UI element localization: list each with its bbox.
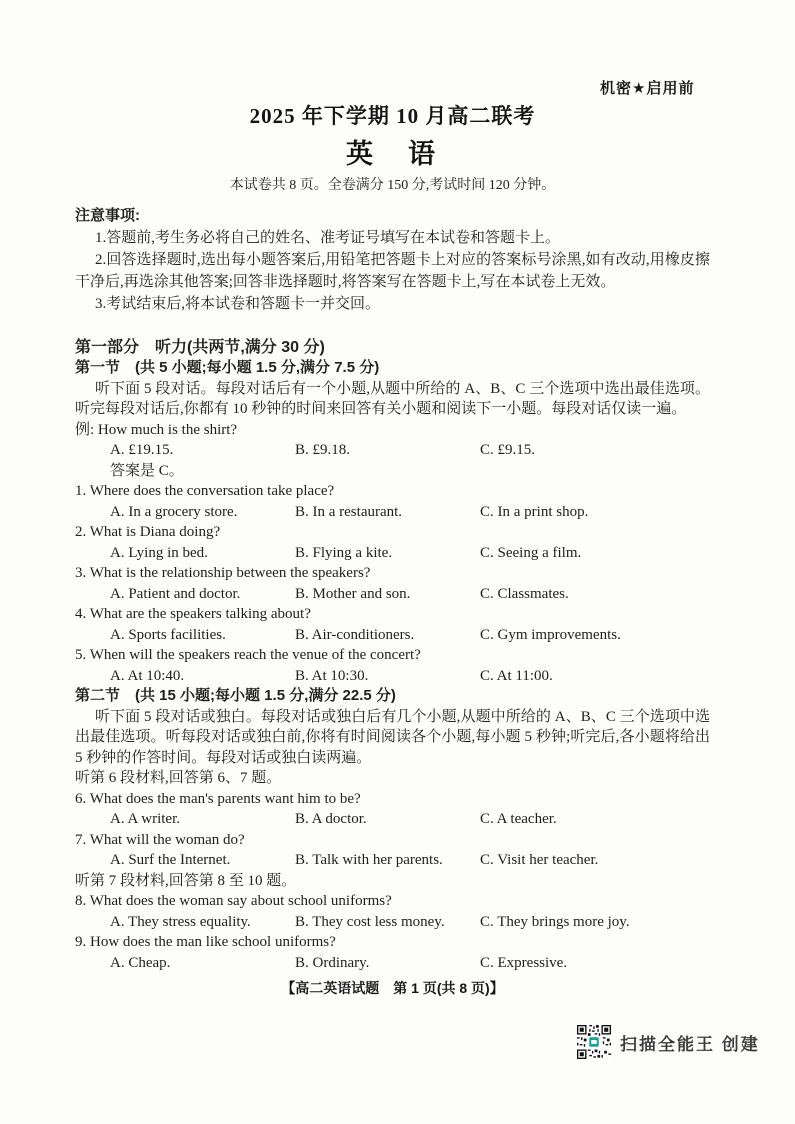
question-options (75, 502, 710, 523)
option-c: C. Visit her teacher. (480, 852, 599, 868)
option-a: A. They stress equality. (110, 913, 251, 930)
material-note-1: 听第 6 段材料,回答第 6、7 题。 (75, 770, 282, 786)
option-a: A. In a grocery store. (110, 503, 238, 520)
question-5 (75, 645, 710, 686)
option-c: C. In a print shop. (480, 503, 589, 520)
question-options (75, 584, 710, 605)
notice-item-1: 1.答题前,考生务必将自己的姓名、准考证号填写在本试卷和答题卡上。 (95, 230, 561, 246)
exam-title: 2025 年下学期 10 月高二联考 (249, 104, 536, 128)
section1-heading: 第一节 (共 5 小题;每小题 1.5 分,满分 7.5 分) (75, 359, 380, 376)
option-b: B. Talk with her parents. (295, 852, 443, 868)
section1-instructions: 听下面 5 段对话。每段对话后有一个小题,从题中所给的 A、B、C 三个选项中选出最佳选项。听完每段对话后,你都有 10 秒钟的时间来回答有关小题和阅读下一小题。每段对话仅读一遍。 (75, 380, 710, 417)
question-text: 9. How does the man like school uniforms? (75, 934, 336, 950)
option-b: B. A doctor. (295, 811, 367, 827)
option-b: B. Flying a kite. (295, 544, 393, 561)
question-9 (75, 932, 710, 973)
question-4 (75, 604, 710, 645)
option-b: B. Ordinary. (295, 954, 370, 971)
question-options (75, 666, 710, 687)
option-a: A. Patient and doctor. (110, 585, 241, 602)
question-text: 7. What will the woman do? (75, 831, 245, 848)
option-c: C. Expressive. (480, 954, 568, 971)
example-prompt: 例: How much is the shirt? (75, 421, 238, 438)
notice-item-2: 2.回答选择题时,选出每小题答案后,用铅笔把答题卡上对应的答案标号涂黑,如有改动,用橡皮擦干净后,再选涂其他答案;回答非选择题时,将答案写在答题卡上,写在本试卷上无效。 (75, 252, 710, 290)
question-2 (75, 522, 710, 563)
option-b: B. They cost less money. (295, 913, 445, 930)
option-a: A. A writer. (110, 811, 180, 827)
material-note-2: 听第 7 段材料,回答第 8 至 10 题。 (75, 872, 297, 889)
question-options (75, 953, 710, 974)
option-a: A. Sports facilities. (110, 626, 226, 643)
question-text: 2. What is Diana doing? (75, 524, 221, 540)
option-b: B. At 10:30. (295, 667, 369, 684)
scanner-watermark (577, 1025, 760, 1059)
question-text: 1. Where does the conversation take place? (75, 483, 335, 499)
option-c: C. They brings more joy. (480, 913, 630, 930)
option-b: B. Air-conditioners. (295, 626, 415, 643)
confidential-label: 机密★启用前 (600, 80, 695, 97)
notice-item-3: 3.考试结束后,将本试卷和答题卡一并交回。 (95, 296, 381, 312)
page-footer: 【高二英语试题 第 1 页(共 8 页)】 (281, 980, 504, 996)
option-c: C. Classmates. (480, 585, 569, 602)
example-option-c: C. £9.15. (480, 442, 536, 458)
section2-instructions: 听下面 5 段对话或独白。每段对话或独白后有几个小题,从题中所给的 A、B、C 三个选项中选出最佳选项。听每段对话或独白前,你将有时间阅读各个小题,每小题 5 秒钟;听完后,各小题将给出 5 秒钟的作答时间。每段对话或独白读两遍。 (75, 708, 710, 766)
example-option-a: A. £19.15. (110, 442, 174, 458)
option-a: A. Surf the Internet. (110, 852, 231, 868)
notice-heading: 注意事项: (75, 207, 140, 224)
question-text: 8. What does the woman say about school uniforms? (75, 893, 392, 909)
question-text: 3. What is the relationship between the speakers? (75, 565, 371, 581)
subject-title: 英 语 (346, 139, 439, 169)
question-text: 4. What are the speakers talking about? (75, 606, 311, 622)
option-b: B. Mother and son. (295, 585, 411, 602)
option-c: C. A teacher. (480, 811, 557, 827)
example-options (75, 440, 710, 461)
question-1 (75, 481, 710, 522)
question-text: 6. What does the man's parents want him to be? (75, 790, 361, 807)
option-c: C. Seeing a film. (480, 544, 582, 561)
question-options (75, 625, 710, 646)
option-a: A. Lying in bed. (110, 544, 208, 561)
question-6 (75, 789, 710, 830)
scanner-watermark-text: 扫描全能王 创建 (620, 1034, 760, 1054)
option-c: C. At 11:00. (480, 667, 553, 684)
option-a: A. Cheap. (110, 954, 171, 971)
option-b: B. In a restaurant. (295, 503, 403, 520)
question-options (75, 809, 710, 830)
section2-heading: 第二节 (共 15 小题;每小题 1.5 分,满分 22.5 分) (75, 687, 396, 704)
qr-code-icon (577, 1025, 611, 1059)
question-3 (75, 563, 710, 604)
question-options (75, 912, 710, 933)
question-7 (75, 830, 710, 871)
option-c: C. Gym improvements. (480, 626, 621, 643)
example-answer: 答案是 C。 (110, 462, 184, 479)
question-text: 5. When will the speakers reach the venue of the concert? (75, 647, 421, 663)
option-a: A. At 10:40. (110, 667, 185, 684)
question-options (75, 850, 710, 871)
question-options (75, 543, 710, 564)
part1-heading: 第一部分 听力(共两节,满分 30 分) (75, 339, 325, 356)
example-option-b: B. £9.18. (295, 442, 351, 458)
paper-info: 本试卷共 8 页。全卷满分 150 分,考试时间 120 分钟。 (229, 178, 556, 193)
question-8 (75, 891, 710, 932)
